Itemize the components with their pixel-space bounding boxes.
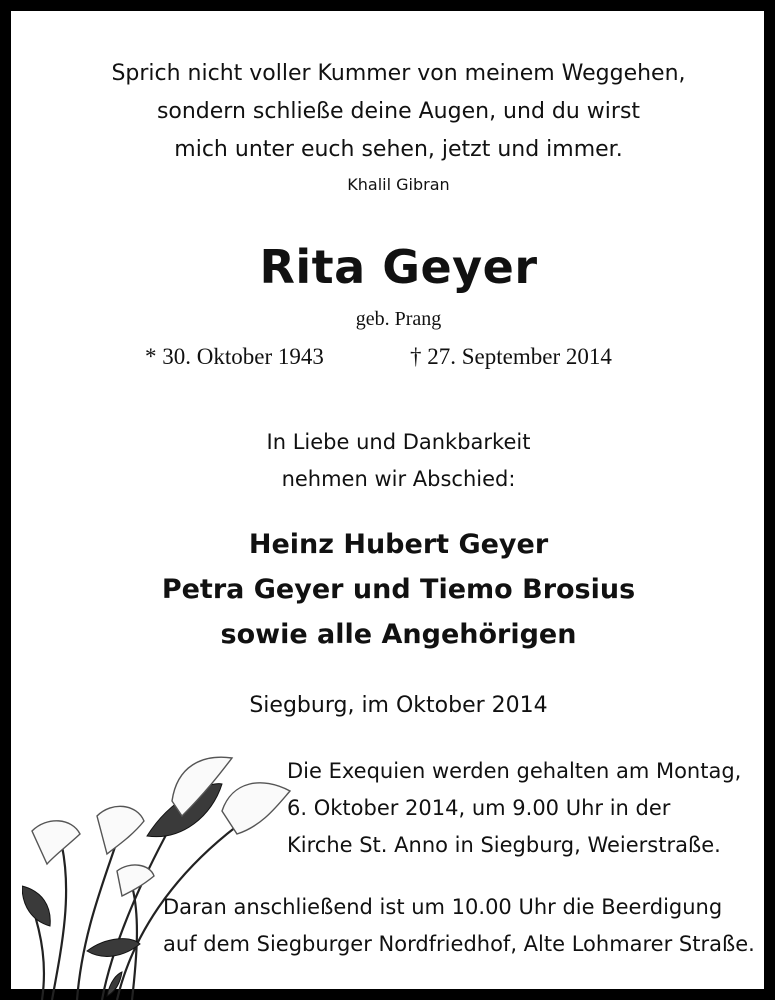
quote-line-1: Sprich nicht voller Kummer von meinem Weggehen, (111, 61, 686, 86)
quote-line-3: mich unter euch sehen, jetzt und immer. (174, 137, 623, 162)
death-date: † 27. September 2014 (410, 344, 612, 369)
place-date: Siegburg, im Oktober 2014 (249, 693, 548, 718)
mourner-2: Petra Geyer und Tiemo Brosius (161, 574, 636, 605)
service-line-1: Die Exequien werden gehalten am Montag, (287, 759, 742, 783)
intro-line-2: nehmen wir Abschied: (281, 467, 516, 491)
quote-author: Khalil Gibran (347, 175, 450, 194)
burial-line-1: Daran anschließend ist um 10.00 Uhr die Beerdigung (163, 895, 723, 919)
calla-lily-icon (22, 746, 312, 1000)
service-line-3: Kirche St. Anno in Siegburg, Weierstraße. (287, 833, 721, 857)
quote-line-2: sondern schließe deine Augen, und du wirst (156, 99, 641, 124)
deceased-name: Rita Geyer (259, 240, 538, 294)
intro-line-1: In Liebe und Dankbarkeit (266, 430, 531, 454)
birth-name: geb. Prang (355, 308, 442, 330)
service-line-2: 6. Oktober 2014, um 9.00 Uhr in der (287, 796, 671, 820)
mourner-1: Heinz Hubert Geyer (248, 529, 549, 560)
mourner-3: sowie alle Angehörigen (220, 619, 577, 650)
birth-date: * 30. Oktober 1943 (145, 344, 324, 369)
burial-line-2: auf dem Siegburger Nordfriedhof, Alte Lohmarer Straße. (163, 932, 755, 956)
